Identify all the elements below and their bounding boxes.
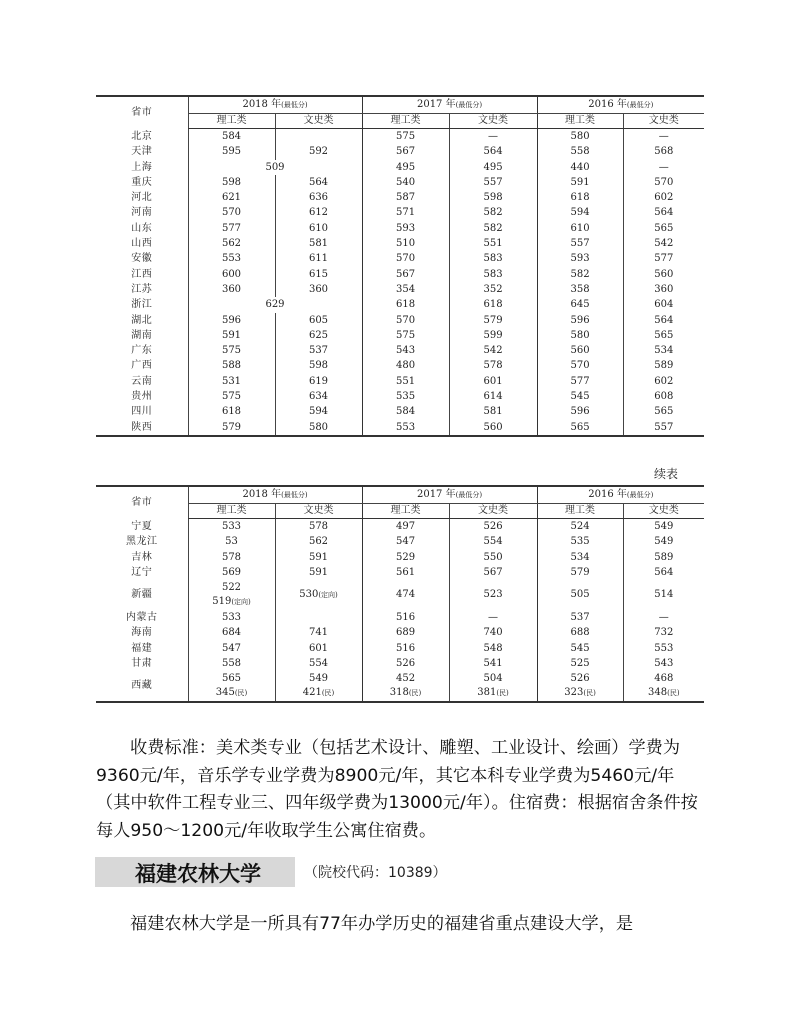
- table-cell: 580: [537, 129, 623, 145]
- table-cell: 634: [275, 389, 362, 404]
- table-cell: 534: [623, 343, 704, 358]
- table-cell: 577: [537, 374, 623, 389]
- table-cell: 583: [449, 267, 537, 282]
- table-cell: 689: [362, 625, 449, 640]
- province-cell: 福建: [131, 642, 153, 654]
- table-row: [96, 343, 704, 358]
- table-cell: 564: [623, 565, 704, 580]
- table-cell: 589: [623, 550, 704, 565]
- intro-paragraph: 福建农林大学是一所具有77年办学历史的福建省重点建设大学，是: [130, 914, 634, 934]
- score-value-secondary: [538, 686, 623, 700]
- table-row: [96, 175, 704, 190]
- continued-label: 续表: [654, 467, 679, 481]
- table-cell: 598: [275, 358, 362, 373]
- table-cell: —: [449, 610, 537, 625]
- table-cell: 596: [188, 313, 275, 328]
- table-cell: 610: [537, 221, 623, 236]
- province-cell: 山东: [131, 222, 153, 234]
- score-value-secondary: [363, 686, 449, 700]
- score-value-secondary: [624, 686, 705, 700]
- score-value-secondary: [276, 686, 362, 700]
- table-cell: 565: [623, 404, 704, 419]
- province-cell: 陕西: [96, 420, 188, 436]
- table-cell: 583: [449, 251, 537, 266]
- arts-header: 文史类: [275, 114, 362, 129]
- table-cell: 601: [275, 641, 362, 656]
- table-cell: 562: [275, 534, 362, 549]
- table-cell: 591: [275, 565, 362, 580]
- table-cell: 571: [362, 205, 449, 220]
- province-cell: 广西: [131, 360, 153, 372]
- province-cell: 江苏: [131, 283, 153, 295]
- table-cell: 565: [623, 328, 704, 343]
- score-value: 345: [215, 687, 235, 699]
- table-cell: 605: [275, 313, 362, 328]
- table-cell: 581: [449, 404, 537, 419]
- table-cell: 602: [623, 190, 704, 205]
- province-cell: 辽宁: [131, 566, 153, 578]
- table-cell: 560: [537, 343, 623, 358]
- table-cell: 591: [188, 328, 275, 343]
- table-cell: 582: [449, 221, 537, 236]
- province-cell: 河北: [131, 192, 153, 204]
- table-cell: 580: [275, 420, 362, 436]
- table-row: [96, 565, 704, 580]
- table-cell: 548: [449, 641, 537, 656]
- table-cell: 601: [449, 374, 537, 389]
- science-header: 理工类: [537, 504, 623, 519]
- table-cell: 684: [188, 625, 275, 640]
- table-row: [96, 129, 704, 145]
- year-header-2018: 2018 年(最低分): [188, 486, 362, 504]
- table-cell: 480: [362, 358, 449, 373]
- table-cell: 565: [623, 221, 704, 236]
- table-cell: 596: [537, 404, 623, 419]
- score-value: 549: [308, 673, 329, 685]
- table-cell: 549: [623, 519, 704, 535]
- table-cell: 495: [449, 160, 537, 175]
- province-cell: 四川: [131, 406, 153, 418]
- score-value: 323: [564, 687, 584, 699]
- table-cell: 533: [188, 610, 275, 625]
- table-cell: 531: [188, 374, 275, 389]
- table-cell: 560: [449, 420, 537, 436]
- table-cell: 360: [275, 282, 362, 297]
- table-cell: 510: [362, 236, 449, 251]
- province-cell: 黑龙江: [126, 536, 158, 548]
- table-cell: 612: [275, 205, 362, 220]
- province-cell: 江西: [131, 268, 153, 280]
- table-cell: 578: [275, 519, 362, 535]
- year-header-2016: 2016 年(最低分): [537, 96, 704, 114]
- table-row: [96, 144, 704, 159]
- score-note: (民): [321, 689, 335, 698]
- science-header: 理工类: [537, 114, 623, 129]
- table-cell: 593: [537, 251, 623, 266]
- table-cell: 570: [362, 251, 449, 266]
- table-body: [96, 129, 704, 436]
- province-cell: 河南: [131, 207, 153, 219]
- table-cell: [449, 671, 537, 702]
- arts-header: 文史类: [275, 504, 362, 519]
- table-cell: 558: [188, 656, 275, 671]
- score-value-secondary: [189, 595, 275, 609]
- table-cell: 618: [362, 297, 449, 312]
- table-cell: 535: [362, 389, 449, 404]
- table-cell: 594: [275, 404, 362, 419]
- province-header: 省市: [96, 96, 188, 129]
- table-cell: 564: [623, 205, 704, 220]
- table-cell: 618: [188, 404, 275, 419]
- score-value: 468: [654, 673, 674, 685]
- table-cell: 618: [537, 190, 623, 205]
- table-row: [96, 404, 704, 419]
- table-row: [96, 160, 704, 175]
- province-cell: 内蒙古: [126, 612, 158, 624]
- table-cell: —: [623, 160, 704, 175]
- table-row: [96, 205, 704, 220]
- table-cell: 740: [449, 625, 537, 640]
- score-value: 522: [221, 582, 242, 594]
- table-cell: 547: [188, 641, 275, 656]
- table-cell: 575: [362, 328, 449, 343]
- table-cell: [188, 580, 275, 610]
- table-cell: —: [623, 129, 704, 145]
- score-value: 452: [395, 673, 416, 685]
- table-cell: 575: [188, 389, 275, 404]
- table-cell: 581: [275, 236, 362, 251]
- table-cell: 551: [362, 374, 449, 389]
- table-row: [96, 358, 704, 373]
- table-cell: [275, 580, 362, 610]
- table-cell: 558: [537, 144, 623, 159]
- table-cell: 474: [362, 580, 449, 610]
- table-cell: 732: [623, 625, 704, 640]
- table-cell: 578: [449, 358, 537, 373]
- table-cell: 535: [537, 534, 623, 549]
- province-cell: 贵州: [131, 391, 153, 403]
- score-note: (民): [667, 689, 680, 698]
- table-cell: 570: [188, 205, 275, 220]
- table-cell: 596: [537, 313, 623, 328]
- table-cell: 608: [623, 389, 704, 404]
- table-row: [96, 641, 704, 656]
- score-note: (民): [583, 689, 596, 698]
- table-cell: 577: [188, 221, 275, 236]
- table-cell: 578: [188, 550, 275, 565]
- province-cell: 湖北: [131, 314, 153, 326]
- table-cell: 564: [623, 313, 704, 328]
- table-cell: 534: [537, 550, 623, 565]
- year-header-2017: 2017 年(最低分): [362, 486, 537, 504]
- score-value: 530: [299, 589, 319, 601]
- table-cell: 360: [188, 282, 275, 297]
- province-cell: 新疆: [131, 589, 153, 601]
- province-cell: 甘肃: [131, 658, 153, 670]
- science-header: 理工类: [362, 504, 449, 519]
- table-cell: [275, 610, 362, 625]
- table-cell: 554: [275, 656, 362, 671]
- table-cell: 593: [362, 221, 449, 236]
- table-cell: 360: [623, 282, 704, 297]
- table-cell: 557: [537, 236, 623, 251]
- science-header: 理工类: [188, 504, 275, 519]
- score-note: (民): [408, 689, 422, 698]
- score-value: 318: [389, 687, 409, 699]
- table-cell: 526: [362, 656, 449, 671]
- table-cell: 358: [537, 282, 623, 297]
- score-value: 504: [483, 673, 503, 685]
- table-cell: 516: [362, 641, 449, 656]
- table-row: [96, 236, 704, 251]
- table-cell: 570: [623, 175, 704, 190]
- table-cell: 619: [275, 374, 362, 389]
- table-row: [96, 190, 704, 205]
- year-header-2016: 2016 年(最低分): [537, 486, 704, 504]
- merged-score-cell: 509: [188, 160, 362, 175]
- table-cell: 553: [188, 251, 275, 266]
- table-row: [96, 625, 704, 640]
- table-cell: 598: [449, 190, 537, 205]
- institution-code: （院校代码：10389）: [304, 865, 447, 881]
- table-row: [96, 656, 704, 671]
- table-cell: 543: [362, 343, 449, 358]
- table-cell: 554: [449, 534, 537, 549]
- table-cell: 529: [362, 550, 449, 565]
- table-cell: 645: [537, 297, 623, 312]
- table-cell: 618: [449, 297, 537, 312]
- table-cell: 557: [449, 175, 537, 190]
- score-note: (定向): [231, 598, 251, 607]
- table-cell: 537: [537, 610, 623, 625]
- table-cell: 611: [275, 251, 362, 266]
- table-row: [96, 221, 704, 236]
- table-cell: 514: [623, 580, 704, 610]
- year-header-2017: 2017 年(最低分): [362, 96, 537, 114]
- table-cell: 553: [623, 641, 704, 656]
- table-cell: 565: [537, 420, 623, 436]
- table-row: [96, 267, 704, 282]
- table-cell: 567: [449, 565, 537, 580]
- score-note: (民): [234, 689, 248, 698]
- table-cell: 523: [449, 580, 537, 610]
- table-row: [96, 328, 704, 343]
- year-header-2018: 2018 年(最低分): [188, 96, 362, 114]
- table-cell: 550: [449, 550, 537, 565]
- table-cell: [188, 671, 275, 702]
- admission-scores-table-continued: [96, 485, 704, 703]
- table-cell: 551: [449, 236, 537, 251]
- table-cell: 582: [449, 205, 537, 220]
- table-body: [96, 519, 704, 703]
- table-cell: 53: [188, 534, 275, 549]
- table-row: [96, 610, 704, 625]
- table-cell: [275, 671, 362, 702]
- table-cell: 562: [188, 236, 275, 251]
- province-cell: 山西: [131, 238, 153, 250]
- table-cell: 553: [362, 420, 449, 436]
- table-cell: 636: [275, 190, 362, 205]
- table-cell: 582: [537, 267, 623, 282]
- table-cell: 610: [275, 221, 362, 236]
- table-row: [96, 519, 704, 535]
- table-cell: 588: [188, 358, 275, 373]
- table-cell: [623, 671, 704, 702]
- table-cell: 557: [623, 420, 704, 436]
- fee-paragraph: 收费标准：美术类专业（包括艺术设计、雕塑、工业设计、绘画）学费为9360元/年，音乐学专业学费为8900元/年，其它本科专业学费为5460元/年（其中软件工程专业三、四年级学费为13000元/年）。住宿费：根据宿舍条件按每人950～1200元/年收取学生公寓住宿费。: [96, 738, 698, 841]
- table-cell: 587: [362, 190, 449, 205]
- score-value: 519: [212, 596, 232, 608]
- section-title: 福建农林大学: [135, 862, 261, 886]
- score-value: 565: [221, 673, 242, 685]
- table-cell: [275, 129, 362, 145]
- table-cell: 575: [188, 343, 275, 358]
- table-cell: 568: [623, 144, 704, 159]
- table-cell: 584: [188, 129, 275, 145]
- table-cell: 543: [623, 656, 704, 671]
- table-cell: 579: [449, 313, 537, 328]
- score-value-secondary: [450, 686, 537, 700]
- province-cell: 湖南: [131, 329, 153, 341]
- table-cell: 561: [362, 565, 449, 580]
- table-cell: 592: [275, 144, 362, 159]
- table-cell: 545: [537, 641, 623, 656]
- table-cell: [362, 671, 449, 702]
- table-cell: —: [449, 129, 537, 145]
- table-cell: 600: [188, 267, 275, 282]
- table-cell: 497: [362, 519, 449, 535]
- table-cell: 440: [537, 160, 623, 175]
- province-cell: 北京: [131, 130, 153, 142]
- table-cell: 625: [275, 328, 362, 343]
- table-cell: 541: [449, 656, 537, 671]
- table-cell: 598: [188, 175, 275, 190]
- table-row: [96, 389, 704, 404]
- table-cell: 542: [449, 343, 537, 358]
- table-cell: 542: [623, 236, 704, 251]
- province-cell: 天津: [131, 146, 153, 158]
- table-row: [96, 550, 704, 565]
- province-cell: 吉林: [131, 551, 153, 563]
- table-cell: 547: [362, 534, 449, 549]
- province-cell: 重庆: [131, 176, 153, 188]
- score-note: (民): [496, 689, 509, 698]
- table-cell: 560: [623, 267, 704, 282]
- table-cell: 615: [275, 267, 362, 282]
- table-cell: 584: [362, 404, 449, 419]
- science-header: 理工类: [188, 114, 275, 129]
- table-cell: 549: [623, 534, 704, 549]
- table-cell: 688: [537, 625, 623, 640]
- table-cell: 567: [362, 267, 449, 282]
- table-cell: 604: [623, 297, 704, 312]
- table-cell: 564: [449, 144, 537, 159]
- table-cell: 567: [362, 144, 449, 159]
- province-cell: 西藏: [96, 671, 188, 702]
- arts-header: 文史类: [623, 114, 704, 129]
- province-cell: 宁夏: [131, 520, 153, 532]
- table-cell: 575: [362, 129, 449, 145]
- merged-score-cell: 629: [188, 297, 362, 312]
- province-cell: 安徽: [131, 253, 153, 265]
- table-cell: —: [623, 610, 704, 625]
- table-cell: 602: [623, 374, 704, 389]
- table-cell: 537: [275, 343, 362, 358]
- table-cell: 545: [537, 389, 623, 404]
- arts-header: 文史类: [623, 504, 704, 519]
- score-value: 381: [477, 687, 497, 699]
- table-cell: 621: [188, 190, 275, 205]
- province-cell: 海南: [131, 627, 153, 639]
- table-cell: 579: [537, 565, 623, 580]
- arts-header: 文史类: [449, 504, 537, 519]
- table-cell: 580: [537, 328, 623, 343]
- table-cell: 540: [362, 175, 449, 190]
- table-cell: 495: [362, 160, 449, 175]
- table-row: [96, 534, 704, 549]
- table-cell: 526: [449, 519, 537, 535]
- table-cell: 594: [537, 205, 623, 220]
- table-row: [96, 297, 704, 312]
- table-cell: 570: [362, 313, 449, 328]
- table-cell: 516: [362, 610, 449, 625]
- table-row: [96, 580, 704, 610]
- table-cell: 533: [188, 519, 275, 535]
- science-header: 理工类: [362, 114, 449, 129]
- section-banner: [95, 857, 295, 887]
- table-cell: 570: [537, 358, 623, 373]
- province-cell: 云南: [131, 375, 153, 387]
- province-header: 省市: [96, 486, 188, 519]
- table-cell: 591: [275, 550, 362, 565]
- province-cell: 浙江: [131, 299, 153, 311]
- province-cell: 广东: [131, 345, 153, 357]
- table-cell: 352: [449, 282, 537, 297]
- table-row: [96, 282, 704, 297]
- table-cell: [537, 671, 623, 702]
- table-cell: 564: [275, 175, 362, 190]
- table-cell: 591: [537, 175, 623, 190]
- score-value-secondary: [189, 686, 275, 700]
- table-cell: 595: [188, 144, 275, 159]
- table-cell: 741: [275, 625, 362, 640]
- table-row: [96, 313, 704, 328]
- table-cell: 505: [537, 580, 623, 610]
- table-cell: 589: [623, 358, 704, 373]
- table-cell: 614: [449, 389, 537, 404]
- score-note: (定向): [318, 591, 338, 600]
- score-value: 526: [570, 673, 590, 685]
- score-value: 348: [648, 687, 668, 699]
- table-row: [96, 671, 704, 702]
- table-cell: 579: [188, 420, 275, 436]
- table-cell: 569: [188, 565, 275, 580]
- table-cell: 354: [362, 282, 449, 297]
- table-row: [96, 251, 704, 266]
- admission-scores-table: [96, 95, 704, 437]
- table-cell: 524: [537, 519, 623, 535]
- arts-header: 文史类: [449, 114, 537, 129]
- table-cell: 599: [449, 328, 537, 343]
- table-row: [96, 374, 704, 389]
- score-value: 421: [302, 687, 322, 699]
- table-cell: 525: [537, 656, 623, 671]
- table-row: [96, 420, 704, 436]
- province-cell: 上海: [131, 161, 153, 173]
- table-cell: 577: [623, 251, 704, 266]
